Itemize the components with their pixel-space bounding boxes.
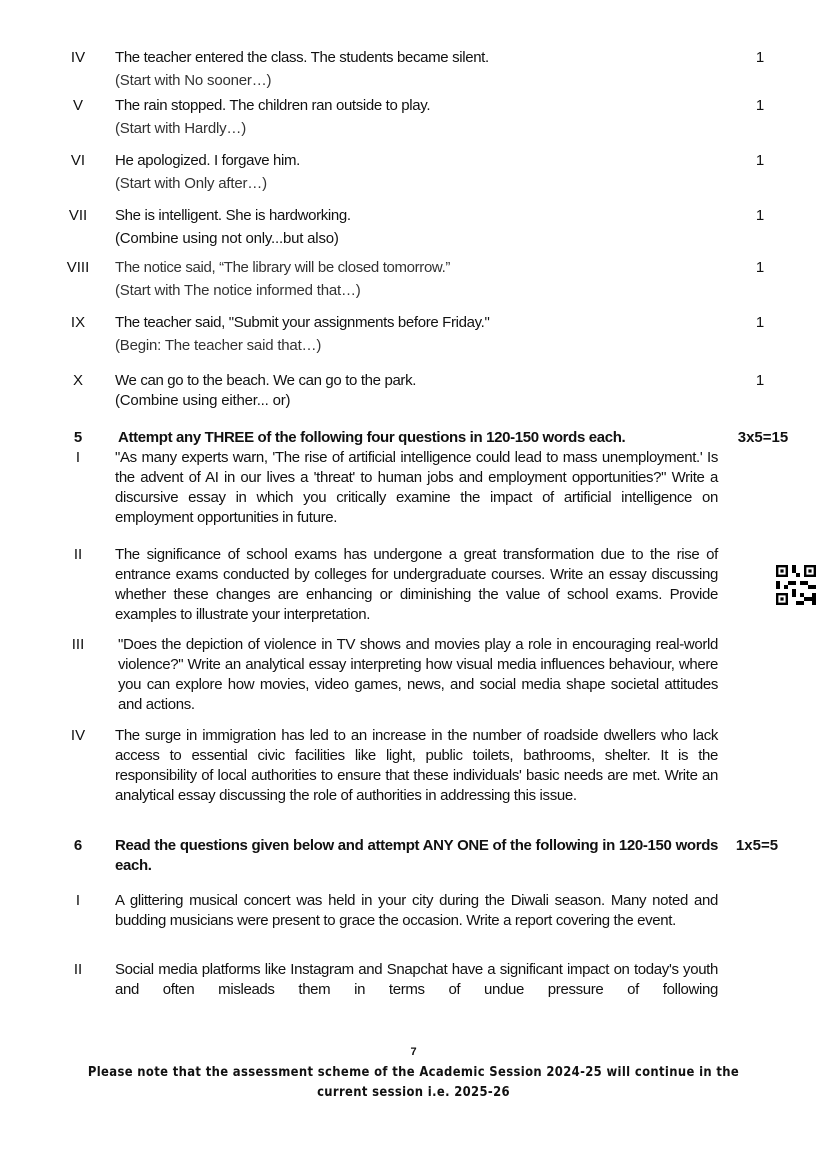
- item-hint: (Start with Hardly…): [115, 120, 247, 137]
- item-text: "Does the depiction of violence in TV shows and movies play a role in encouraging real-world violence?" Write an analytical essay interpreting how visual media influences behaviour, where you can explore how movies, video games, news, and social media shape societal attitudes and actions.: [118, 636, 718, 713]
- qr-code-icon: [776, 565, 816, 605]
- question-number: 5: [73, 429, 83, 446]
- item-hint: (Begin: The teacher said that…): [115, 337, 322, 354]
- item-number: I: [75, 449, 81, 466]
- item-number: IV: [70, 49, 86, 66]
- item-mark: 1: [755, 152, 765, 169]
- question-marks: 3x5=15: [737, 429, 789, 446]
- footer-note: Please note that the assessment scheme of the Academic Session 2024-25 will continue in the current session i.e. 2025-26: [87, 1064, 740, 1100]
- item-text: The teacher entered the class. The students became silent.: [115, 49, 489, 66]
- question-marks: 1x5=5: [735, 837, 779, 854]
- item-number: IX: [70, 314, 86, 331]
- item-number: VI: [70, 152, 86, 169]
- item-number: I: [75, 892, 81, 909]
- question-heading: Read the questions given below and attempt ANY ONE of the following in 120-150 words each.: [115, 837, 718, 874]
- item-hint: (Start with No sooner…): [115, 72, 272, 89]
- item-mark: 1: [755, 97, 765, 114]
- item-number: VIII: [66, 259, 90, 276]
- item-mark: 1: [755, 314, 765, 331]
- item-hint: (Combine using either... or): [115, 392, 291, 409]
- item-number: IV: [70, 727, 86, 744]
- item-hint: (Start with Only after…): [115, 175, 267, 192]
- item-number: II: [73, 961, 83, 978]
- item-text: The significance of school exams has undergone a great transformation due to the rise of entrance exams conducted by colleges for undergraduate courses. Write an essay discussing whether these changes are enhancing or diminishing the value of school exams. Provide examples to illustrate your interpretation.: [115, 546, 718, 623]
- item-mark: 1: [755, 49, 765, 66]
- item-number: VII: [68, 207, 88, 224]
- item-text: A glittering musical concert was held in your city during the Diwali season. Many noted and budding musicians were present to grace the occasion. Write a report covering the event.: [115, 892, 718, 929]
- item-number: II: [73, 546, 83, 563]
- item-text: The teacher said, "Submit your assignments before Friday.": [115, 314, 490, 331]
- item-text: The rain stopped. The children ran outside to play.: [115, 97, 431, 114]
- item-mark: 1: [755, 259, 765, 276]
- question-heading: Attempt any THREE of the following four questions in 120-150 words each.: [118, 429, 626, 446]
- page-number: 7: [410, 1046, 417, 1058]
- item-text: The notice said, “The library will be closed tomorrow.”: [115, 259, 451, 276]
- item-text: We can go to the beach. We can go to the park.: [115, 372, 417, 389]
- item-text: Social media platforms like Instagram and Snapchat have a significant impact on today's youth and often misleads them in terms of undue pressure of following: [115, 961, 718, 998]
- item-text: "As many experts warn, 'The rise of artificial intelligence could lead to mass unemployment.' Is the advent of AI in our lives a 'threat' to human jobs and employment opportunities?" Write a discursive essay in which you critically examine the impact of artificial intelligence on employment opportunities in future.: [115, 449, 718, 526]
- item-mark: 1: [755, 207, 765, 224]
- item-number: III: [71, 636, 85, 653]
- question-number: 6: [73, 837, 83, 854]
- item-number: X: [72, 372, 83, 389]
- item-text: She is intelligent. She is hardworking.: [115, 207, 351, 224]
- item-hint: (Combine using not only...but also): [115, 230, 339, 247]
- item-number: V: [72, 97, 83, 114]
- item-text: The surge in immigration has led to an increase in the number of roadside dwellers who lack access to essential civic facilities like light, public toilets, bathrooms, shelter. It is the responsibility of local authorities to ensure that these individuals' basic needs are met. Write an analytical essay discussing the role of authorities in addressing this issue.: [115, 727, 718, 804]
- item-hint: (Start with The notice informed that…): [115, 282, 361, 299]
- item-text: He apologized. I forgave him.: [115, 152, 300, 169]
- item-mark: 1: [755, 372, 765, 389]
